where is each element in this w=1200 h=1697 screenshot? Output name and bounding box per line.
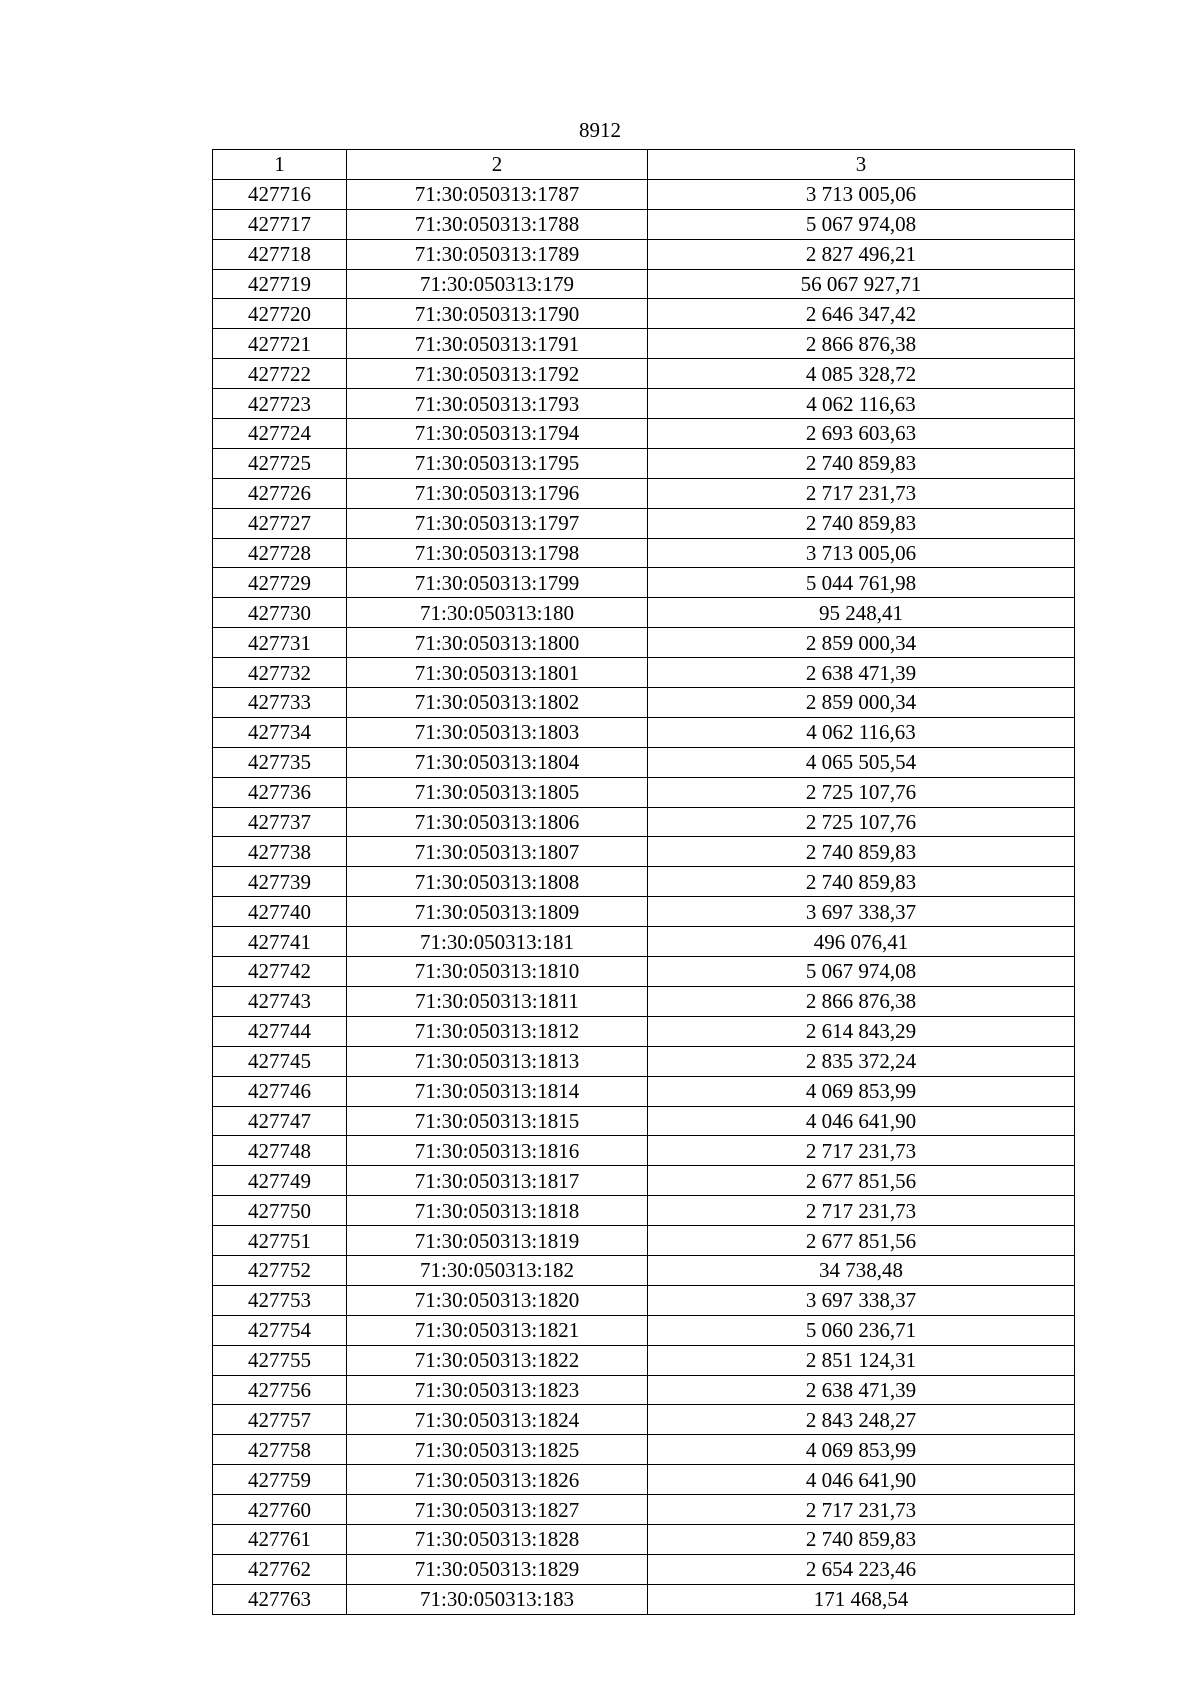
row-number-cell: 427731 (213, 628, 347, 658)
row-number-cell: 427719 (213, 269, 347, 299)
table-row (213, 807, 1075, 837)
row-number-cell: 427737 (213, 807, 347, 837)
row-number-cell: 427758 (213, 1435, 347, 1465)
row-number-cell: 427720 (213, 299, 347, 329)
table-row (213, 1196, 1075, 1226)
row-number-cell: 427739 (213, 867, 347, 897)
cadastral-number-cell: 71:30:050313:1791 (347, 329, 648, 359)
row-number-cell: 427748 (213, 1136, 347, 1166)
row-number-cell: 427740 (213, 897, 347, 927)
cadastral-number-cell: 71:30:050313:1809 (347, 897, 648, 927)
cadastral-number-cell: 71:30:050313:1804 (347, 747, 648, 777)
table-row (213, 508, 1075, 538)
value-cell: 95 248,41 (648, 598, 1075, 628)
cadastral-number-cell: 71:30:050313:1794 (347, 419, 648, 449)
column-header-3: 3 (648, 150, 1075, 180)
table-row (213, 329, 1075, 359)
table-row (213, 1016, 1075, 1046)
table-row (213, 299, 1075, 329)
row-number-cell: 427750 (213, 1196, 347, 1226)
table-row (213, 867, 1075, 897)
value-cell: 2 740 859,83 (648, 448, 1075, 478)
value-cell: 3 697 338,37 (648, 897, 1075, 927)
row-number-cell: 427724 (213, 419, 347, 449)
value-cell: 2 646 347,42 (648, 299, 1075, 329)
cadastral-number-cell: 71:30:050313:1819 (347, 1226, 648, 1256)
table-row (213, 1315, 1075, 1345)
table-row (213, 777, 1075, 807)
value-cell: 3 697 338,37 (648, 1285, 1075, 1315)
table-row (213, 1495, 1075, 1525)
row-number-cell: 427729 (213, 568, 347, 598)
cadastral-number-cell: 71:30:050313:1825 (347, 1435, 648, 1465)
cadastral-number-cell: 71:30:050313:1805 (347, 777, 648, 807)
table-row (213, 209, 1075, 239)
table-row (213, 1046, 1075, 1076)
value-cell: 4 085 328,72 (648, 359, 1075, 389)
cadastral-number-cell: 71:30:050313:1816 (347, 1136, 648, 1166)
cadastral-number-cell: 71:30:050313:1820 (347, 1285, 648, 1315)
table-row (213, 1375, 1075, 1405)
value-cell: 2 725 107,76 (648, 777, 1075, 807)
table-row (213, 986, 1075, 1016)
value-cell: 2 740 859,83 (648, 1524, 1075, 1554)
row-number-cell: 427721 (213, 329, 347, 359)
table-row (213, 568, 1075, 598)
row-number-cell: 427735 (213, 747, 347, 777)
table-row (213, 957, 1075, 987)
table-row (213, 927, 1075, 957)
value-cell: 5 060 236,71 (648, 1315, 1075, 1345)
cadastral-number-cell: 71:30:050313:1800 (347, 628, 648, 658)
column-header-2: 2 (347, 150, 648, 180)
cadastral-number-cell: 71:30:050313:1796 (347, 478, 648, 508)
table-row (213, 1524, 1075, 1554)
row-number-cell: 427717 (213, 209, 347, 239)
cadastral-number-cell: 71:30:050313:1790 (347, 299, 648, 329)
table-row (213, 478, 1075, 508)
table-row (213, 1405, 1075, 1435)
value-cell: 496 076,41 (648, 927, 1075, 957)
row-number-cell: 427762 (213, 1554, 347, 1584)
cadastral-number-cell: 71:30:050313:1810 (347, 957, 648, 987)
cadastral-number-cell: 71:30:050313:1811 (347, 986, 648, 1016)
row-number-cell: 427716 (213, 179, 347, 209)
cadastral-number-cell: 71:30:050313:1818 (347, 1196, 648, 1226)
table-row (213, 448, 1075, 478)
cadastral-number-cell: 71:30:050313:1806 (347, 807, 648, 837)
value-cell: 171 468,54 (648, 1584, 1075, 1614)
row-number-cell: 427727 (213, 508, 347, 538)
row-number-cell: 427738 (213, 837, 347, 867)
cadastral-number-cell: 71:30:050313:181 (347, 927, 648, 957)
cadastral-number-cell: 71:30:050313:182 (347, 1255, 648, 1285)
row-number-cell: 427745 (213, 1046, 347, 1076)
cadastral-number-cell: 71:30:050313:183 (347, 1584, 648, 1614)
table-row (213, 1136, 1075, 1166)
table-row (213, 538, 1075, 568)
cadastral-number-cell: 71:30:050313:1803 (347, 717, 648, 747)
value-cell: 2 638 471,39 (648, 1375, 1075, 1405)
value-cell: 4 062 116,63 (648, 389, 1075, 419)
value-cell: 5 044 761,98 (648, 568, 1075, 598)
row-number-cell: 427726 (213, 478, 347, 508)
table-row (213, 897, 1075, 927)
row-number-cell: 427728 (213, 538, 347, 568)
cadastral-number-cell: 71:30:050313:1799 (347, 568, 648, 598)
table-body (213, 179, 1075, 1614)
value-cell: 2 717 231,73 (648, 478, 1075, 508)
table-row (213, 1584, 1075, 1614)
row-number-cell: 427736 (213, 777, 347, 807)
row-number-cell: 427759 (213, 1465, 347, 1495)
value-cell: 2 866 876,38 (648, 329, 1075, 359)
header-row (213, 150, 1075, 180)
table-header (213, 150, 1075, 180)
row-number-cell: 427754 (213, 1315, 347, 1345)
cadastral-number-cell: 71:30:050313:1798 (347, 538, 648, 568)
data-table (212, 149, 1075, 1615)
value-cell: 2 725 107,76 (648, 807, 1075, 837)
value-cell: 4 062 116,63 (648, 717, 1075, 747)
table-row (213, 688, 1075, 718)
row-number-cell: 427741 (213, 927, 347, 957)
value-cell: 2 835 372,24 (648, 1046, 1075, 1076)
value-cell: 2 717 231,73 (648, 1196, 1075, 1226)
value-cell: 2 859 000,34 (648, 628, 1075, 658)
table-row (213, 1226, 1075, 1256)
cadastral-number-cell: 71:30:050313:1789 (347, 239, 648, 269)
cadastral-number-cell: 71:30:050313:1812 (347, 1016, 648, 1046)
row-number-cell: 427733 (213, 688, 347, 718)
row-number-cell: 427757 (213, 1405, 347, 1435)
value-cell: 56 067 927,71 (648, 269, 1075, 299)
table-row (213, 658, 1075, 688)
table-row (213, 1255, 1075, 1285)
cadastral-number-cell: 71:30:050313:179 (347, 269, 648, 299)
row-number-cell: 427730 (213, 598, 347, 628)
row-number-cell: 427755 (213, 1345, 347, 1375)
value-cell: 5 067 974,08 (648, 957, 1075, 987)
value-cell: 4 046 641,90 (648, 1106, 1075, 1136)
value-cell: 2 740 859,83 (648, 837, 1075, 867)
cadastral-number-cell: 71:30:050313:1821 (347, 1315, 648, 1345)
table-row (213, 1106, 1075, 1136)
row-number-cell: 427747 (213, 1106, 347, 1136)
row-number-cell: 427752 (213, 1255, 347, 1285)
cadastral-number-cell: 71:30:050313:180 (347, 598, 648, 628)
row-number-cell: 427723 (213, 389, 347, 419)
table-row (213, 1166, 1075, 1196)
value-cell: 4 069 853,99 (648, 1435, 1075, 1465)
cadastral-number-cell: 71:30:050313:1823 (347, 1375, 648, 1405)
value-cell: 5 067 974,08 (648, 209, 1075, 239)
cadastral-number-cell: 71:30:050313:1795 (347, 448, 648, 478)
row-number-cell: 427722 (213, 359, 347, 389)
table-row (213, 359, 1075, 389)
value-cell: 2 717 231,73 (648, 1136, 1075, 1166)
value-cell: 2 740 859,83 (648, 867, 1075, 897)
value-cell: 4 046 641,90 (648, 1465, 1075, 1495)
table-row (213, 598, 1075, 628)
value-cell: 2 677 851,56 (648, 1226, 1075, 1256)
table-row (213, 1554, 1075, 1584)
value-cell: 2 717 231,73 (648, 1495, 1075, 1525)
row-number-cell: 427742 (213, 957, 347, 987)
table-row (213, 239, 1075, 269)
value-cell: 2 614 843,29 (648, 1016, 1075, 1046)
cadastral-number-cell: 71:30:050313:1788 (347, 209, 648, 239)
row-number-cell: 427734 (213, 717, 347, 747)
value-cell: 4 065 505,54 (648, 747, 1075, 777)
table-row (213, 1285, 1075, 1315)
row-number-cell: 427751 (213, 1226, 347, 1256)
cadastral-number-cell: 71:30:050313:1824 (347, 1405, 648, 1435)
cadastral-number-cell: 71:30:050313:1801 (347, 658, 648, 688)
cadastral-number-cell: 71:30:050313:1815 (347, 1106, 648, 1136)
cadastral-number-cell: 71:30:050313:1787 (347, 179, 648, 209)
table-row (213, 747, 1075, 777)
row-number-cell: 427746 (213, 1076, 347, 1106)
value-cell: 4 069 853,99 (648, 1076, 1075, 1106)
table-row (213, 389, 1075, 419)
value-cell: 2 859 000,34 (648, 688, 1075, 718)
page-number: 8912 (579, 118, 621, 142)
row-number-cell: 427749 (213, 1166, 347, 1196)
cadastral-number-cell: 71:30:050313:1814 (347, 1076, 648, 1106)
row-number-cell: 427725 (213, 448, 347, 478)
value-cell: 2 677 851,56 (648, 1166, 1075, 1196)
value-cell: 2 866 876,38 (648, 986, 1075, 1016)
cadastral-number-cell: 71:30:050313:1813 (347, 1046, 648, 1076)
table-row (213, 419, 1075, 449)
value-cell: 2 851 124,31 (648, 1345, 1075, 1375)
table-row (213, 1465, 1075, 1495)
cadastral-number-cell: 71:30:050313:1826 (347, 1465, 648, 1495)
value-cell: 34 738,48 (648, 1255, 1075, 1285)
row-number-cell: 427760 (213, 1495, 347, 1525)
row-number-cell: 427761 (213, 1524, 347, 1554)
table-row (213, 717, 1075, 747)
value-cell: 2 843 248,27 (648, 1405, 1075, 1435)
cadastral-number-cell: 71:30:050313:1808 (347, 867, 648, 897)
table-row (213, 1076, 1075, 1106)
cadastral-number-cell: 71:30:050313:1828 (347, 1524, 648, 1554)
cadastral-number-cell: 71:30:050313:1827 (347, 1495, 648, 1525)
table-row (213, 1345, 1075, 1375)
value-cell: 2 654 223,46 (648, 1554, 1075, 1584)
cadastral-number-cell: 71:30:050313:1792 (347, 359, 648, 389)
value-cell: 3 713 005,06 (648, 538, 1075, 568)
column-header-1: 1 (213, 150, 347, 180)
cadastral-number-cell: 71:30:050313:1802 (347, 688, 648, 718)
value-cell: 2 740 859,83 (648, 508, 1075, 538)
row-number-cell: 427763 (213, 1584, 347, 1614)
row-number-cell: 427756 (213, 1375, 347, 1405)
value-cell: 3 713 005,06 (648, 179, 1075, 209)
table-row (213, 269, 1075, 299)
cadastral-number-cell: 71:30:050313:1797 (347, 508, 648, 538)
row-number-cell: 427753 (213, 1285, 347, 1315)
row-number-cell: 427732 (213, 658, 347, 688)
table-row (213, 179, 1075, 209)
cadastral-number-cell: 71:30:050313:1793 (347, 389, 648, 419)
value-cell: 2 638 471,39 (648, 658, 1075, 688)
cadastral-number-cell: 71:30:050313:1807 (347, 837, 648, 867)
value-cell: 2 827 496,21 (648, 239, 1075, 269)
value-cell: 2 693 603,63 (648, 419, 1075, 449)
table-row (213, 837, 1075, 867)
table-row (213, 628, 1075, 658)
table-row (213, 1435, 1075, 1465)
row-number-cell: 427743 (213, 986, 347, 1016)
cadastral-number-cell: 71:30:050313:1829 (347, 1554, 648, 1584)
cadastral-number-cell: 71:30:050313:1817 (347, 1166, 648, 1196)
row-number-cell: 427718 (213, 239, 347, 269)
cadastral-number-cell: 71:30:050313:1822 (347, 1345, 648, 1375)
row-number-cell: 427744 (213, 1016, 347, 1046)
